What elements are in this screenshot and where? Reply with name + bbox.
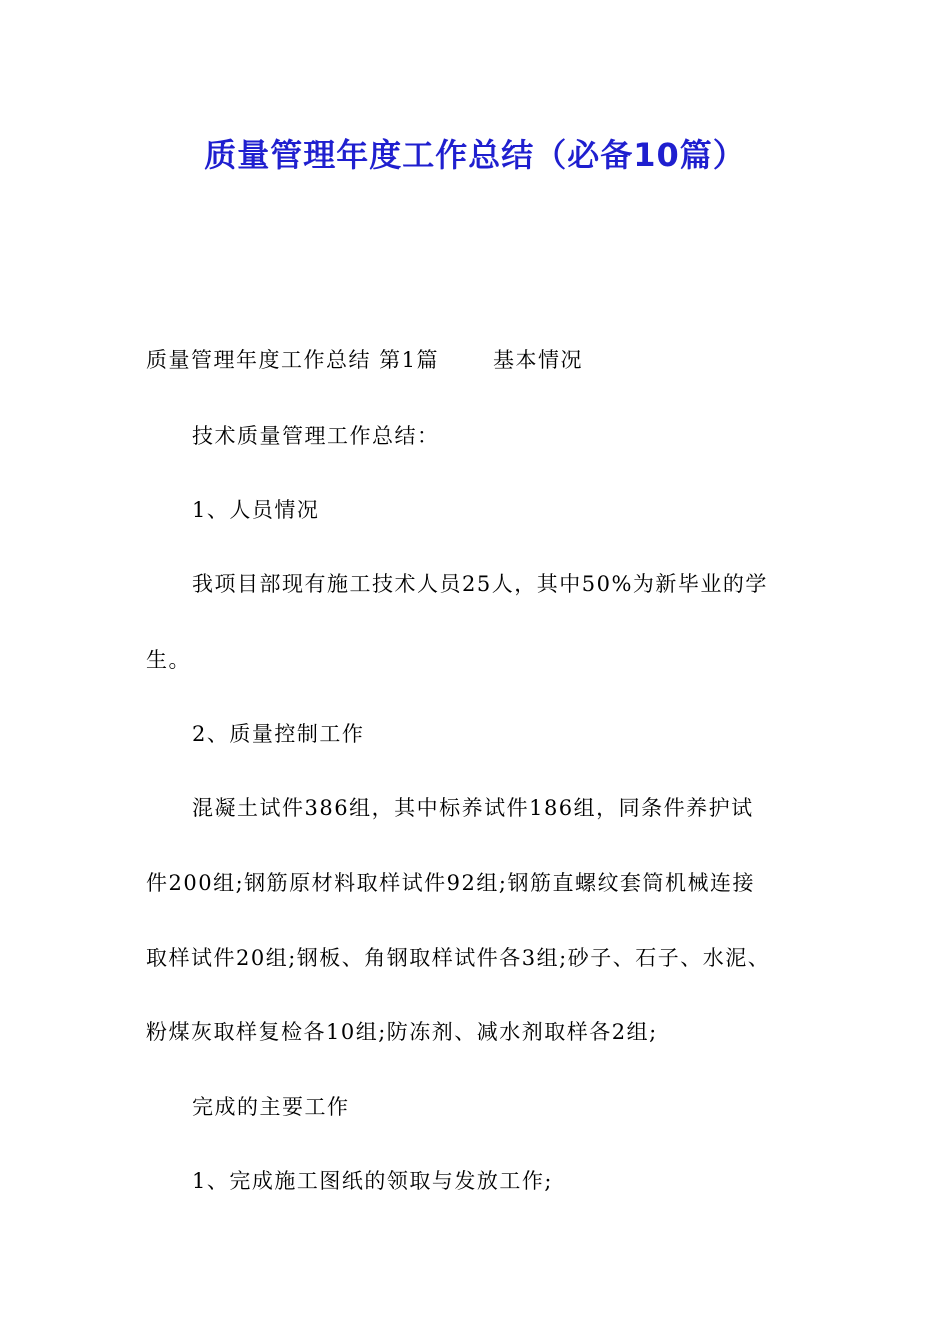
paragraph-line: 2、质量控制工作 [192, 722, 365, 746]
section-heading: 基本情况 [493, 348, 584, 372]
paragraph-line: 粉煤灰取样复检各10组;防冻剂、减水剂取样各2组; [146, 1020, 658, 1044]
paragraph-line: 件200组;钢筋原材料取样试件92组;钢筋直螺纹套筒机械连接 [146, 871, 755, 895]
paragraph-line: 取样试件20组;钢板、角钢取样试件各3组;砂子、石子、水泥、 [146, 946, 771, 970]
paragraph-line: 1、人员情况 [192, 498, 320, 522]
paragraph-line: 我项目部现有施工技术人员25人，其中50%为新毕业的学 [192, 572, 768, 596]
paragraph-line: 1、完成施工图纸的领取与发放工作; [192, 1169, 553, 1193]
paragraph-line: 混凝土试件386组，其中标养试件186组，同条件养护试 [192, 796, 754, 820]
chapter-heading: 质量管理年度工作总结 第1篇 [146, 348, 440, 372]
paragraph-line [146, 346, 583, 374]
paragraph-line: 完成的主要工作 [192, 1095, 350, 1119]
paragraph-line: 生。 [146, 648, 191, 672]
document-title: 质量管理年度工作总结（必备10篇） [204, 136, 746, 174]
paragraph-line: 技术质量管理工作总结： [192, 424, 440, 448]
